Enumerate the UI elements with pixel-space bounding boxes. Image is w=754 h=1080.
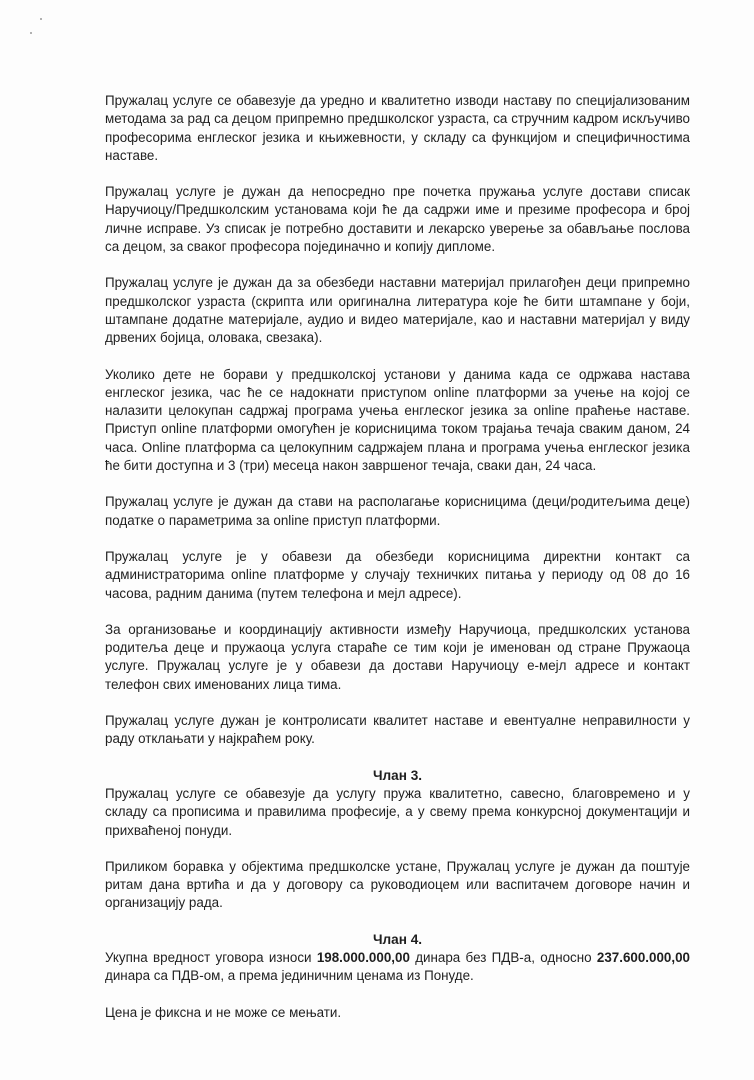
article-3-heading: Члан 3. (372, 767, 423, 783)
paragraph: Пружалац услуге се обавезује да уредно и квалитетно изводи наставу по специјализованим методама за рад са децом припремно предшколског узраста, са стручним кадром искључиво професорима енглеског језика и књижевности, у складу са функцијом и специфичностима наставе. (105, 93, 690, 163)
paragraph: Пружалац услуге је дужан да стави на располагање корисницима (деци/родитељима деце) податке о параметрима за online приступ платформи. (105, 494, 690, 528)
scan-speck (30, 32, 32, 34)
value-text: динара без ПДВ-а, односно (409, 949, 597, 965)
fixed-price-paragraph: Цена је фиксна и не може се мењати. (105, 1004, 342, 1020)
paragraph: Пружалац услуге је дужан да за обезбеди наставни материјал прилагођен деци припремно предшколског узраста (скрипта или оригинална литература које ће бити штампане у боји, штампане додатне материјале, аудио и видео материјале, као и наставни материјал у виду дрвених бојица, оловака, свезака). (105, 275, 690, 346)
scan-speck (40, 18, 42, 20)
amount-net: 198.000.000,00 (316, 949, 410, 965)
paragraph: Пружалац услуге је у обавези да обезбеди корисницима директни контакт са администраторима online платформе у случају техничких питања у периоду од 08 до 16 часова, радним данима (путем телефона и мејл адресе). (105, 548, 690, 601)
value-text: динара са ПДВ-ом, а према јединичним ценама из Понуде. (105, 968, 474, 984)
value-text: Укупна вредност уговора износи (105, 949, 317, 965)
paragraph: Уколико дете не борави у предшколској установи у данима када се одржава настава енглеског језика, час ће се надокнати приступом online платформи за учење на којој се налазити целокупан садржај програма учења енглеског језика за online праћење наставе. Приступ online платформи омогућен је корисницима током трајања течаја сваким даном, 24 часа. Online платформа са целокупним садржајем плана и програма учења енглеског језика ће бити доступна и 3 (три) месеца након завршеног течаја, сваки дан, 24 часа. (105, 366, 690, 474)
paragraph: Пружалац услуге се обавезује да услугу пружа квалитетно, савесно, благовремено и у складу са прописима и правилима професије, а у свему према конкурсној документацији и прихваћеној понуди. (105, 785, 690, 838)
paragraph: Пружалац услуге дужан је контролисати квалитет наставе и евентуалне неправилности у раду отклањати у најкраћем року. (105, 713, 690, 747)
contract-value-paragraph (105, 949, 690, 986)
article-4-heading: Члан 4. (372, 931, 423, 947)
amount-gross: 237.600.000,00 (596, 949, 690, 965)
paragraph: Пружалац услуге је дужан да непосредно пре почетка пружања услуге достави списак Наручиоцу/Предшколским установама који ће да садржи име и презиме професора и број личне исправе. Уз списак је потребно доставити и лекарско уверење за обављање послова са децом, за сваког професора појединачно и копију дипломе. (105, 184, 690, 255)
document-body (105, 92, 690, 1040)
paragraph: Приликом боравка у објектима предшколске устане, Пружалац услуге је дужан да поштује ритам дана вртића и да у договору са руководиоцем или васпитачем договоре начин и организацију рада. (105, 858, 690, 911)
paragraph: За организовање и координацију активности између Наручиоца, предшколских установа родитеља деце и пружаоца услуга стараће се тим који је именован од стране Пружаоца услуге. Пружалац услуге је у обавези да достави Наручиоцу е-мејл адресе и контакт телефон свих именованих лица тима. (105, 621, 690, 692)
